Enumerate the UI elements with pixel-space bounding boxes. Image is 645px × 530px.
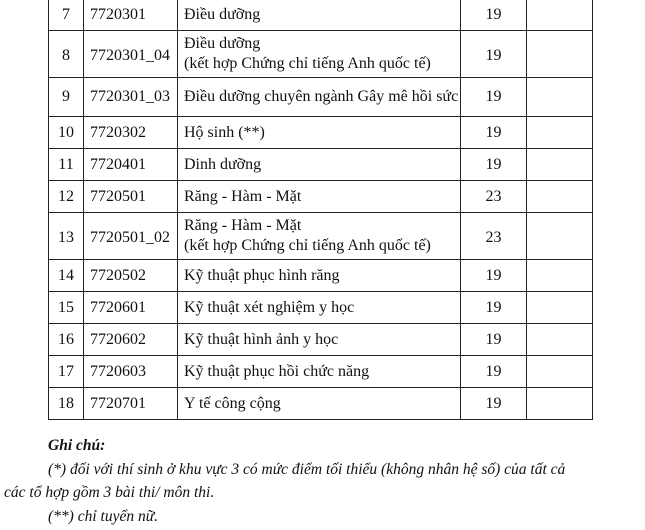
note-line: (*) đối với thí sinh ở khu vực 3 có mức điểm tối thiểu (không nhân hệ số) của tất cả — [48, 461, 566, 478]
notes-heading: Ghi chú: — [48, 437, 106, 454]
major-code: 7720701 — [84, 388, 178, 420]
major-code: 7720502 — [84, 260, 178, 292]
min-score: 19 — [461, 324, 527, 356]
note-cell — [527, 117, 593, 149]
major-name: Răng - Hàm - Mặt (kết hợp Chứng chỉ tiếng Anh quốc tế) — [178, 213, 461, 260]
major-name: Kỹ thuật phục hồi chức năng — [178, 356, 461, 388]
major-code: 7720602 — [84, 324, 178, 356]
min-score: 19 — [461, 78, 527, 117]
table-row — [49, 292, 593, 324]
major-code: 7720302 — [84, 117, 178, 149]
table-row — [49, 388, 593, 420]
table-row — [49, 213, 593, 260]
table-row — [49, 0, 593, 31]
row-number: 17 — [49, 356, 84, 388]
min-score: 19 — [461, 292, 527, 324]
major-name: Y tế công cộng — [178, 388, 461, 420]
major-name: Điều dưỡng (kết hợp Chứng chỉ tiếng Anh quốc tế) — [178, 31, 461, 78]
major-code: 7720301 — [84, 0, 178, 31]
row-number: 15 — [49, 292, 84, 324]
min-score: 19 — [461, 149, 527, 181]
row-number: 12 — [49, 181, 84, 213]
admission-score-table — [48, 0, 593, 420]
major-name: Kỹ thuật xét nghiệm y học — [178, 292, 461, 324]
table-row — [49, 149, 593, 181]
note-line: (**) chỉ tuyển nữ. — [48, 508, 159, 525]
row-number: 9 — [49, 78, 84, 117]
major-name: Hộ sinh (**) — [178, 117, 461, 149]
table-row — [49, 117, 593, 149]
note-cell — [527, 292, 593, 324]
row-number: 18 — [49, 388, 84, 420]
major-name: Điều dưỡng — [178, 0, 461, 31]
row-number: 7 — [49, 0, 84, 31]
major-name: Điều dưỡng chuyên ngành Gây mê hồi sức — [178, 78, 461, 117]
note-cell — [527, 324, 593, 356]
major-name: Kỹ thuật phục hình răng — [178, 260, 461, 292]
row-number: 16 — [49, 324, 84, 356]
row-number: 10 — [49, 117, 84, 149]
table-row — [49, 78, 593, 117]
major-code: 7720501_02 — [84, 213, 178, 260]
note-cell — [527, 31, 593, 78]
note-cell — [527, 0, 593, 31]
note-cell — [527, 78, 593, 117]
row-number: 11 — [49, 149, 84, 181]
note-cell — [527, 260, 593, 292]
min-score: 23 — [461, 213, 527, 260]
major-code: 7720301_03 — [84, 78, 178, 117]
min-score: 19 — [461, 260, 527, 292]
note-cell — [527, 213, 593, 260]
major-name: Răng - Hàm - Mặt — [178, 181, 461, 213]
table-row — [49, 31, 593, 78]
table-row — [49, 356, 593, 388]
row-number: 13 — [49, 213, 84, 260]
min-score: 19 — [461, 388, 527, 420]
major-name: Dinh dưỡng — [178, 149, 461, 181]
min-score: 19 — [461, 117, 527, 149]
major-code: 7720501 — [84, 181, 178, 213]
row-number: 8 — [49, 31, 84, 78]
note-line: các tổ hợp gồm 3 bài thi/ môn thi. — [4, 484, 215, 501]
row-number: 14 — [49, 260, 84, 292]
table-row — [49, 324, 593, 356]
note-cell — [527, 149, 593, 181]
note-cell — [527, 181, 593, 213]
min-score: 23 — [461, 181, 527, 213]
major-code: 7720301_04 — [84, 31, 178, 78]
note-cell — [527, 356, 593, 388]
major-name: Kỹ thuật hình ảnh y học — [178, 324, 461, 356]
note-cell — [527, 388, 593, 420]
table-row — [49, 181, 593, 213]
min-score: 19 — [461, 31, 527, 78]
min-score: 19 — [461, 356, 527, 388]
major-code: 7720603 — [84, 356, 178, 388]
major-code: 7720401 — [84, 149, 178, 181]
min-score: 19 — [461, 0, 527, 31]
table-row — [49, 260, 593, 292]
major-code: 7720601 — [84, 292, 178, 324]
